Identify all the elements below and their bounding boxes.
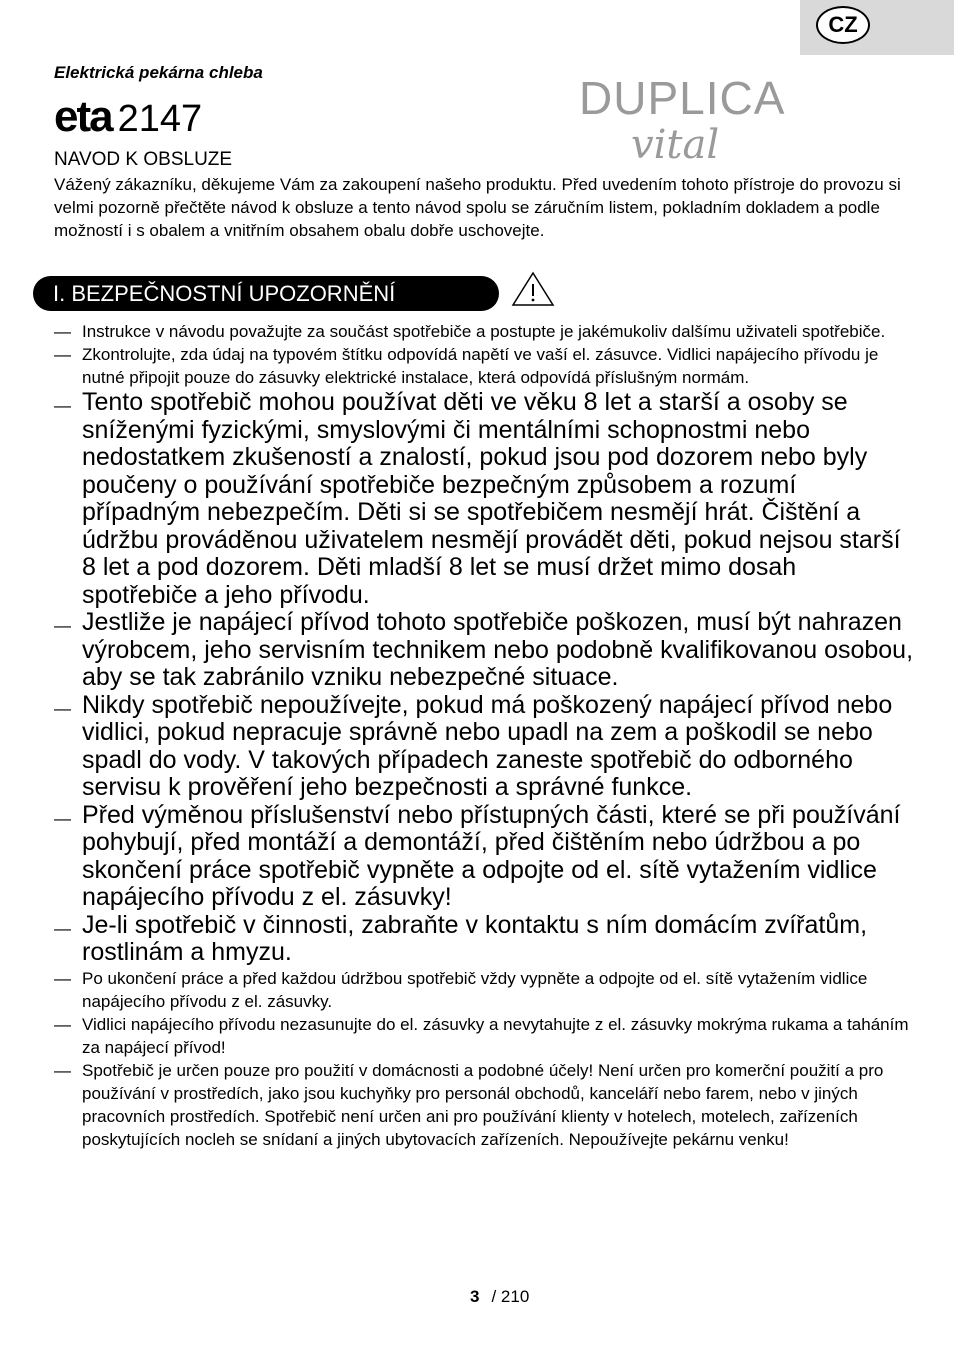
intro-paragraph: Vážený zákazníku, děkujeme Vám za zakoupení našeho produktu. Před uvedením tohoto přístroje do provozu si velmi pozorně přečtěte návod k obsluze a tento návod spolu se záručním listem, pokladním dokladem a podle možností i s obalem a vnitřním obsahem obalu dobře uschovejte. bbox=[54, 175, 901, 240]
logo-line1: DUPLICA bbox=[579, 72, 786, 124]
dash-bullet: — bbox=[54, 616, 71, 635]
list-item bbox=[54, 343, 914, 389]
dash-bullet: — bbox=[54, 322, 71, 341]
list-item-text: Vidlici napájecího přívodu nezasunujte do el. zásuvky a nevytahujte z el. zásuvky mokrýma rukama a taháním za napájecí přívod! bbox=[82, 1014, 909, 1057]
duplica-vital-logo bbox=[575, 70, 815, 165]
list-item-text: Po ukončení práce a před každou údržbou spotřebič vždy vypněte a odpojte od el. sítě vytažením vidlice napájecího přívodu z el. zásuvky. bbox=[82, 968, 868, 1011]
product-title: Elektrická pekárna chleba bbox=[54, 63, 263, 82]
list-item bbox=[54, 1059, 914, 1151]
list-item-text: Je-li spotřebič v činnosti, zabraňte v kontaktu s ním domácím zvířatům, rostlinám a hmyzu. bbox=[82, 910, 868, 966]
dash-bullet: — bbox=[54, 1014, 71, 1034]
list-item-text: Spotřebič je určen pouze pro použití v domácnosti a podobné účely! Není určen pro komerční použití a pro používání v prostředích, jako jsou kuchyňky pro personál obchodů, kanceláří nebo farem, nebo v jiných pracovních prostředích. Spotřebič není určen ani pro používání klienty v hotelech, motelech, zařízeních poskytujících nocleh se snídaní a jiných ubytovacích zařízeních. Nepoužívejte pekárnu venku! bbox=[82, 1060, 884, 1149]
dash-bullet: — bbox=[54, 345, 71, 364]
list-item bbox=[54, 320, 914, 343]
page-number bbox=[470, 1287, 529, 1307]
list-item bbox=[54, 692, 914, 802]
dash-bullet: — bbox=[54, 1060, 71, 1080]
dash-bullet: — bbox=[54, 698, 71, 718]
page-current: 3 bbox=[470, 1287, 480, 1306]
list-item-text: Zkontrolujte, zda údaj na typovém štítku odpovídá napětí ve vaší el. zásuvce. Vidlici napájecího přívodu je nutné připojit pouze do zásuvky elektrické instalace, která odpovídá příslušným normám. bbox=[82, 345, 879, 387]
manual-heading: NAVOD K OBSLUZE bbox=[54, 149, 233, 170]
model-heading bbox=[54, 92, 202, 142]
list-item-text: Instrukce v návodu považujte za součást spotřebiče a postupte je jakémukoliv dalšímu uživateli spotřebiče. bbox=[82, 322, 886, 341]
language-tab bbox=[800, 0, 954, 55]
model-number: 2147 bbox=[117, 98, 203, 140]
dash-bullet: — bbox=[54, 918, 71, 938]
warning-triangle-icon bbox=[510, 270, 556, 308]
list-item bbox=[54, 912, 914, 967]
dash-bullet: — bbox=[54, 396, 71, 415]
brand-name: eta bbox=[54, 92, 112, 141]
list-item bbox=[54, 1013, 914, 1059]
list-item-text: Tento spotřebič mohou používat děti ve věku 8 let a starší a osoby se sníženými fyzickými, smyslovými či mentálními schopnostmi nebo nedostatkem zkušeností a znalostí, pokud jsou pod dozorem nebo byly poučeny o používání spotřebiče bezpečným způsobem a rozumí případným nebezpečím. Děti si se spotřebičem nesmějí hrát. Čištění a údržbu prováděnou uživatelem nesmějí provádět děti, pokud nejsou starší 8 let a pod dozorem. Děti mladší 8 let se musí držet mimo dosah spotřebiče a jeho přívodu. bbox=[82, 388, 901, 609]
list-item bbox=[54, 609, 914, 692]
list-item bbox=[54, 802, 914, 912]
language-badge: CZ bbox=[816, 6, 870, 44]
section-heading: I. BEZPEČNOSTNÍ UPOZORNĚNÍ bbox=[33, 276, 499, 311]
list-item-text: Před výměnou příslušenství nebo přístupných části, které se při používání pohybují, před montáží a demontáží, před čištěním nebo údržbou a po skončení práce spotřebič vypněte a odpojte od el. sítě vytažením vidlice napájecího přívodu z el. zásuvky! bbox=[82, 800, 901, 911]
list-item-text: Jestliže je napájecí přívod tohoto spotřebiče poškozen, musí být nahrazen výrobcem, jeho servisním technikem nebo podobně kvalifikovanou osobou, aby se tak zabránilo vzniku nebezpečné situace. bbox=[82, 608, 914, 691]
list-item bbox=[54, 389, 914, 609]
logo-line2: vital bbox=[631, 122, 720, 165]
safety-list bbox=[54, 320, 914, 1151]
page-total: / 210 bbox=[491, 1287, 530, 1306]
dash-bullet: — bbox=[54, 808, 71, 828]
dash-bullet: — bbox=[54, 968, 71, 988]
list-item bbox=[54, 967, 914, 1013]
list-item-text: Nikdy spotřebič nepoužívejte, pokud má poškozený napájecí přívod nebo vidlici, pokud nepracuje správně nebo upadl na zem a poškodil se nebo spadl do vody. V takových případech zaneste spotřebič do odborného servisu k prověření jeho bezpečnosti a správné funkce. bbox=[82, 690, 893, 801]
